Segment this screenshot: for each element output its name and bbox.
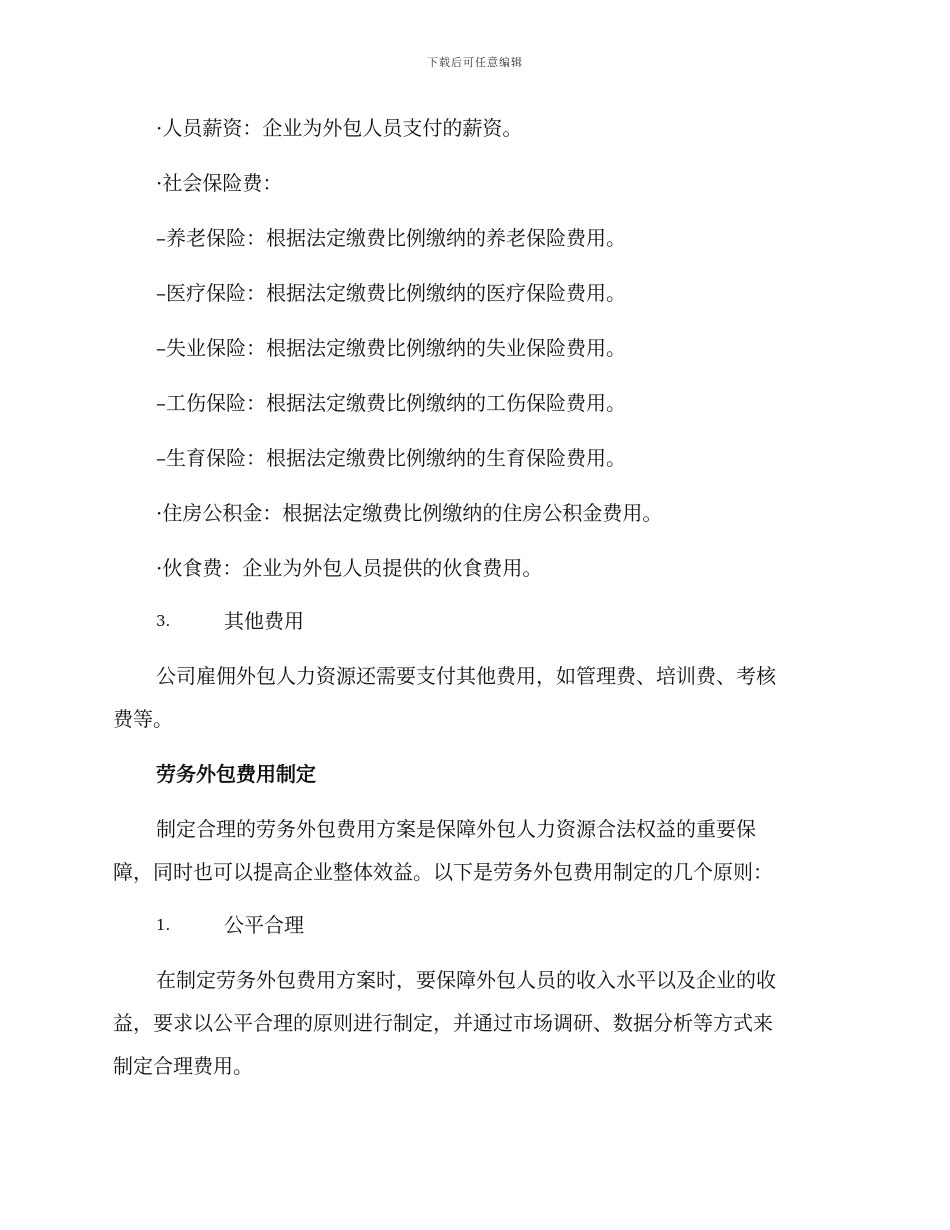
section-heading: 劳务外包费用制定 bbox=[156, 762, 316, 786]
principle1-line1: 在制定劳务外包费用方案时，要保障外包人员的收入水平以及企业的收 bbox=[156, 968, 776, 992]
item-unemployment: –失业保险：根据法定缴费比例缴纳的失业保险费用。 bbox=[156, 336, 626, 360]
principle1-line3: 制定合理费用。 bbox=[113, 1054, 253, 1078]
item-maternity: –生育保险：根据法定缴费比例缴纳的生育保险费用。 bbox=[156, 446, 626, 470]
item-pension: –养老保险：根据法定缴费比例缴纳的养老保险费用。 bbox=[156, 226, 626, 250]
item-meals: ·伙食费：企业为外包人员提供的伙食费用。 bbox=[156, 556, 543, 580]
principle1-title: 公平合理 bbox=[224, 913, 304, 937]
page-header: 下载后可任意编辑 bbox=[427, 56, 523, 69]
item-salary: ·人员薪资：企业为外包人员支付的薪资。 bbox=[156, 116, 523, 140]
intro-line2: 障，同时也可以提高企业整体效益。以下是劳务外包费用制定的几个原则： bbox=[113, 860, 773, 884]
item-housing-fund: ·住房公积金：根据法定缴费比例缴纳的住房公积金费用。 bbox=[156, 501, 663, 525]
section3-para-line1: 公司雇佣外包人力资源还需要支付其他费用，如管理费、培训费、考核 bbox=[156, 664, 776, 688]
item-medical: –医疗保险：根据法定缴费比例缴纳的医疗保险费用。 bbox=[156, 281, 626, 305]
intro-line1: 制定合理的劳务外包费用方案是保障外包人力资源合法权益的重要保 bbox=[156, 817, 756, 841]
section3-number: 3. bbox=[156, 612, 171, 630]
item-injury: –工伤保险：根据法定缴费比例缴纳的工伤保险费用。 bbox=[156, 391, 626, 415]
item-social-insurance: ·社会保险费： bbox=[156, 171, 283, 195]
principle1-number: 1. bbox=[156, 916, 171, 934]
section3-title: 其他费用 bbox=[224, 609, 304, 633]
principle1-line2: 益，要求以公平合理的原则进行制定，并通过市场调研、数据分析等方式来 bbox=[113, 1011, 773, 1035]
section3-para-line2: 费等。 bbox=[113, 707, 173, 731]
